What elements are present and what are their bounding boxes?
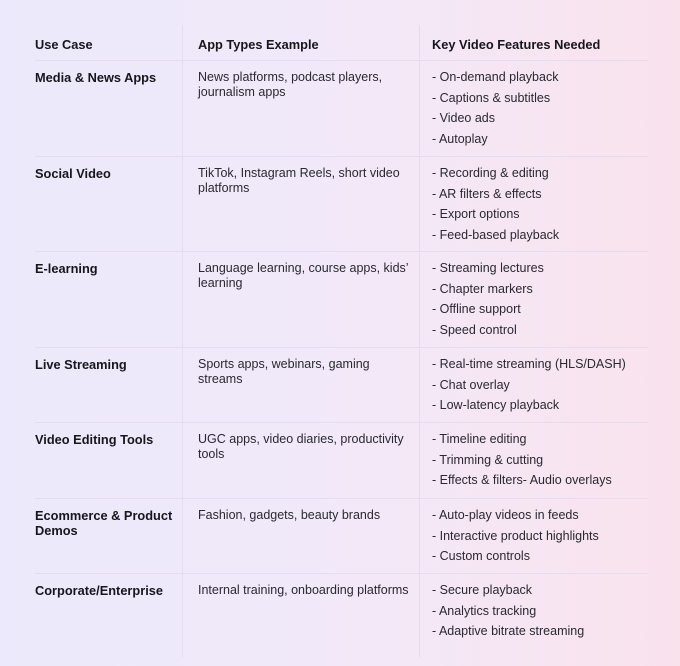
app-types-cell: News platforms, podcast players, journalism apps (182, 61, 419, 156)
feature-item: - Analytics tracking (432, 603, 537, 618)
feature-item: - Low-latency playback (432, 398, 560, 412)
feature-item: - Chat overlay (432, 377, 510, 392)
feature-item: - Offline support (432, 302, 521, 316)
feature-item: - On-demand playback (432, 70, 559, 84)
feature-item: - Interactive product highlights (432, 528, 599, 543)
feature-item: - Real-time streaming (HLS/DASH) (432, 357, 626, 371)
table-row (35, 157, 648, 252)
feature-item: - Auto-play videos in feeds (432, 508, 579, 522)
table-header-row (35, 25, 648, 61)
use-case-cell: Ecommerce & Product Demos (35, 508, 173, 538)
feature-item: - Autoplay (432, 131, 488, 146)
header-use-case: Use Case (35, 37, 93, 52)
table-row (35, 574, 648, 657)
feature-item: - Adaptive bitrate streaming (432, 624, 585, 638)
use-case-cell: Social Video (35, 166, 111, 181)
app-types-cell: Sports apps, webinars, gaming streams (182, 348, 419, 422)
table-row (35, 423, 648, 499)
feature-item: - Streaming lectures (432, 261, 544, 275)
features-cell (419, 61, 648, 156)
video-use-case-table (35, 25, 648, 657)
feature-item: - AR filters & effects (432, 186, 542, 201)
table-row (35, 252, 648, 348)
features-cell (419, 157, 648, 251)
table-row (35, 61, 648, 157)
use-case-cell: Media & News Apps (35, 70, 157, 85)
features-cell (419, 499, 648, 573)
feature-item: - Effects & filters- Audio overlays (432, 473, 612, 487)
feature-item: - Secure playback (432, 583, 533, 597)
use-case-cell: Live Streaming (35, 357, 127, 372)
use-case-cell: E-learning (35, 261, 98, 276)
features-cell (419, 423, 648, 498)
feature-item: - Chapter markers (432, 281, 533, 296)
app-types-cell: Fashion, gadgets, beauty brands (182, 499, 419, 573)
feature-item: - Export options (432, 207, 520, 221)
app-types-cell: Internal training, onboarding platforms (182, 574, 419, 657)
feature-item: - Custom controls (432, 549, 530, 563)
header-key-features: Key Video Features Needed (419, 25, 648, 60)
feature-item: - Recording & editing (432, 166, 549, 180)
features-cell (419, 574, 648, 657)
app-types-cell: TikTok, Instagram Reels, short video platforms (182, 157, 419, 251)
feature-item: - Feed-based playback (432, 227, 560, 242)
header-app-types: App Types Example (182, 25, 419, 60)
feature-item: - Video ads (432, 111, 496, 125)
features-cell (419, 252, 648, 347)
table-row (35, 348, 648, 423)
feature-item: - Captions & subtitles (432, 90, 551, 105)
feature-item: - Trimming & cutting (432, 452, 544, 467)
features-cell (419, 348, 648, 422)
app-types-cell: Language learning, course apps, kids’ learning (182, 252, 419, 347)
feature-item: - Speed control (432, 322, 517, 337)
table-row (35, 499, 648, 574)
feature-item: - Timeline editing (432, 432, 527, 446)
app-types-cell: UGC apps, video diaries, productivity tools (182, 423, 419, 498)
use-case-cell: Video Editing Tools (35, 432, 154, 447)
use-case-cell: Corporate/Enterprise (35, 583, 164, 598)
